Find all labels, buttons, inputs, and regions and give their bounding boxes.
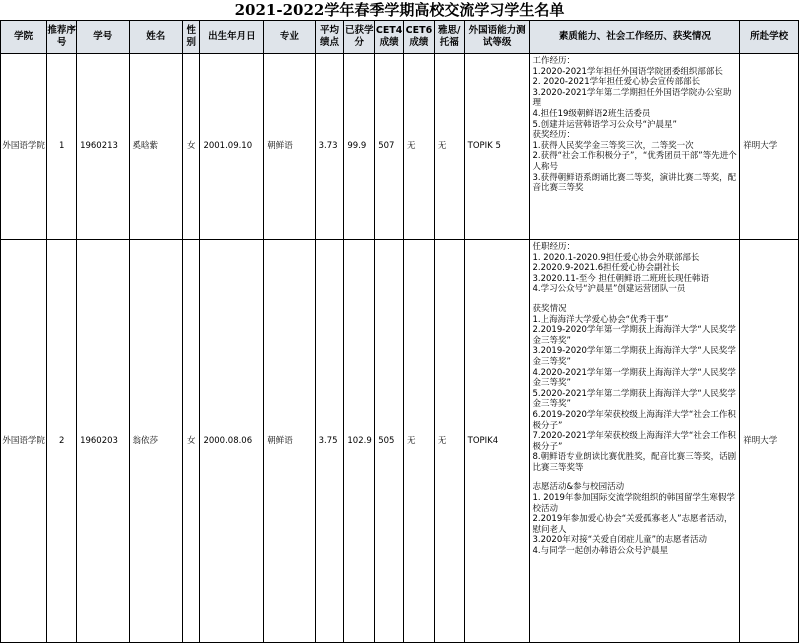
cell-college: 外国语学院 xyxy=(1,54,47,240)
header-row xyxy=(1,21,799,54)
detail-line: 志愿活动&参与校园活动 xyxy=(532,482,625,493)
cell-details xyxy=(530,54,740,240)
detail-line: 获奖经历： xyxy=(532,130,575,141)
cell-name: 翁依莎 xyxy=(129,240,182,643)
cell-gpa: 3.73 xyxy=(315,54,344,240)
cell-credits: 102.9 xyxy=(344,240,375,643)
cell-cet6: 无 xyxy=(404,240,435,643)
table-row xyxy=(1,240,799,643)
detail-line: 7.2020-2021学年荣获校级上海海洋大学“社会工作积极分子” xyxy=(532,431,736,452)
detail-line: 工作经历： xyxy=(532,56,575,66)
cell-school: 祥明大学 xyxy=(740,240,799,643)
header-language-level: 外国语能力测试等级 xyxy=(464,21,530,54)
detail-line: 4.学习公众号“沪晨星”创建运营团队一员 xyxy=(532,284,686,295)
cell-gpa: 3.75 xyxy=(315,240,344,643)
cell-school: 祥明大学 xyxy=(740,54,799,240)
detail-line: 3.2020-2021学年第二学期担任外国语学院办公室助理 xyxy=(532,87,732,109)
detail-line: 5.2020-2021学年第二学期获上海海洋大学“人民奖学金三等奖” xyxy=(532,388,736,410)
detail-line: 3.2020.11-至今 担任朝鲜语二班班长现任韩语 xyxy=(532,273,710,284)
cell-birth: 2001.09.10 xyxy=(200,54,264,240)
header-details: 素质能力、社会工作经历、获奖情况 xyxy=(530,21,740,54)
detail-line: 1.获得人民奖学金三等奖三次，二等奖一次 xyxy=(532,140,694,151)
cell-cet6: 无 xyxy=(404,54,435,240)
detail-line: 2.2020.9-2021.6担任爱心协会副社长 xyxy=(532,263,680,274)
cell-birth: 2000.08.06 xyxy=(200,240,264,643)
detail-line: 2.2019年参加爱心协会“关爱孤寡老人”志愿者活动，慰问老人 xyxy=(532,514,733,535)
detail-line: 任职经历： xyxy=(532,242,575,252)
cell-details xyxy=(530,240,740,643)
detail-line: 2.2019-2020学年第一学期获上海海洋大学“人民奖学金三等奖” xyxy=(532,325,736,346)
cell-credits: 99.9 xyxy=(344,54,375,240)
detail-line xyxy=(532,295,737,304)
detail-line: 2.获得“社会工作积极分子”，“优秀团员干部”等先进个人称号 xyxy=(532,151,737,172)
header-student-id: 学号 xyxy=(77,21,129,54)
detail-line: 5.创建并运营韩语学习公众号“沪晨星” xyxy=(532,119,677,130)
detail-line: 1. 2020.1-2020.9担任爱心协会外联部部长 xyxy=(532,252,700,263)
cell-seq: 2 xyxy=(47,240,77,643)
detail-line: 3.2019-2020学年第二学期获上海海洋大学“人民奖学金三等奖” xyxy=(532,346,736,367)
header-cet6: CET6成绩 xyxy=(404,21,435,54)
detail-line: 1.2020-2021学年担任外国语学院团委组织部部长 xyxy=(532,66,723,77)
detail-line: 2. 2020-2021学年担任爱心协会宣传部部长 xyxy=(532,77,701,88)
header-credits: 已获学分 xyxy=(344,21,375,54)
detail-line: 8.朝鲜语专业朗读比赛优胜奖，配音比赛三等奖，话剧比赛三等奖等 xyxy=(532,452,737,473)
cell-student-id: 1960203 xyxy=(77,240,129,643)
header-school: 所赴学校 xyxy=(740,21,799,54)
detail-line: 获奖情况 xyxy=(532,303,567,314)
header-ielts: 雅思/托福 xyxy=(434,21,464,54)
header-college: 学院 xyxy=(1,21,47,54)
cell-ielts: 无 xyxy=(434,54,464,240)
header-gender: 性别 xyxy=(182,21,199,54)
cell-gender: 女 xyxy=(182,240,199,643)
header-name: 姓名 xyxy=(129,21,182,54)
header-seq: 推荐序号 xyxy=(47,21,77,54)
cell-student-id: 1960213 xyxy=(77,54,129,240)
detail-line: 1.上海海洋大学爱心协会“优秀干事” xyxy=(532,314,669,325)
cell-major: 朝鲜语 xyxy=(264,240,315,643)
detail-line: 3.2020年对接“关爱自闭症儿童”的志愿者活动 xyxy=(532,535,708,546)
detail-line: 3.获得朝鲜语系朗诵比赛二等奖，演讲比赛二等奖，配音比赛三等奖 xyxy=(532,172,737,194)
table-row xyxy=(1,54,799,240)
detail-line: 1. 2019年参加国际交流学院组织的韩国留学生寒假学校活动 xyxy=(532,493,735,514)
cell-language-level: TOPIK 5 xyxy=(464,54,530,240)
cell-language-level: TOPIK4 xyxy=(464,240,530,643)
document-title: 2021-2022学年春季学期高校交流学习学生名单 xyxy=(234,1,565,19)
detail-line: 4.2020-2021学年第一学期获上海海洋大学“人民奖学金三等奖” xyxy=(532,367,736,389)
cell-ielts: 无 xyxy=(434,240,464,643)
cell-major: 朝鲜语 xyxy=(264,54,315,240)
cell-cet4: 505 xyxy=(375,240,404,643)
header-birth: 出生年月日 xyxy=(200,21,264,54)
cell-gender: 女 xyxy=(182,54,199,240)
detail-line: 6.2019-2020学年荣获校级上海海洋大学“社会工作积极分子” xyxy=(532,409,736,431)
student-table xyxy=(0,20,799,643)
cell-cet4: 507 xyxy=(375,54,404,240)
cell-seq: 1 xyxy=(47,54,77,240)
cell-name: 奚晗紫 xyxy=(129,54,182,240)
header-major: 专业 xyxy=(264,21,315,54)
cell-college: 外国语学院 xyxy=(1,240,47,643)
header-cet4: CET4成绩 xyxy=(375,21,404,54)
detail-line: 4.担任19级朝鲜语2班生活委员 xyxy=(532,108,651,119)
detail-line: 4.与同学一起创办韩语公众号沪晨星 xyxy=(532,546,669,557)
header-gpa: 平均绩点 xyxy=(315,21,344,54)
